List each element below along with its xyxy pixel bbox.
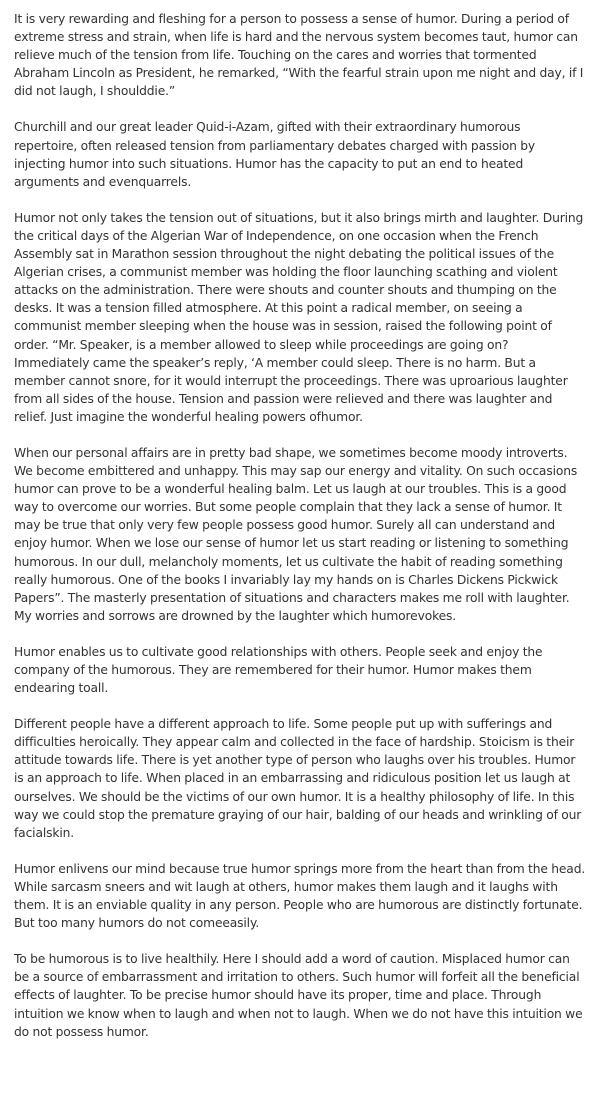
paragraph-algerian-assembly: Humor not only takes the tension out of situations, but it also brings mirth and laughter. During the critical days of the Algerian War of Independence, on one occasion when the French Assembly sat in Marathon session throughout the night debating the political issues of the Algerian crises, a communist member was holding the floor launching scathing and violent attacks on the administration. There were shouts and counter shouts and thumping on the desks. It was a tension filled atmosphere. At this point a radical member, on seeing a communist member sleeping when the house was in session, raised the following point of order. “Mr. Speaker, is a member allowed to sleep while proceedings are going on? Immediately came the speaker’s reply, ‘A member could sleep. There is no harm. But a member cannot snore, for it would interrupt the proceedings. There was uproarious laughter from all sides of the house. Tension and passion were relieved and there was laughter and relief. Just imagine the wonderful healing powers ofhumor. <box>14 210 584 424</box>
paragraph-personal-affairs: When our personal affairs are in pretty bad shape, we sometimes become moody introverts. We become embittered and unhappy. This may sap our energy and vitality. On such occasions humor can prove to be a wonderful healing balm. Let us laugh at our troubles. This is a good way to overcome our worries. But some people complain that they lack a sense of humor. It may be true that only very few people possess good humor. Surely all can understand and enjoy humor. When we lose our sense of humor let us start reading or listening to something humorous. In our dull, melancholy moments, let us cultivate the habit of reading something really humorous. One of the books I invariably lay my hands on is Charles Dickens Pickwick Papers”. The masterly presentation of situations and characters makes me roll with laughter. My worries and sorrows are drowned by the laughter which humorevokes. <box>14 445 578 623</box>
paragraph-approach-to-life: Different people have a different approach to life. Some people put up with sufferings and difficulties heroically. They appear calm and collected in the face of hardship. Stoicism is their attitude towards life. There is yet another type of person who laughs over his troubles. Humor is an approach to life. When placed in an embarrassing and ridiculous position let us laugh at ourselves. We should be the victims of our own humor. It is a healthy philosophy of life. In this way we could stop the premature graying of our hair, balding of our heads and wrinkling of our facialskin. <box>14 717 582 840</box>
paragraph-relationships: Humor enables us to cultivate good relationships with others. People seek and enjoy the company of the humorous. They are remembered for their humor. Humor makes them endearing toall. <box>14 644 543 696</box>
paragraph-caution: To be humorous is to live healthily. Here I should add a word of caution. Misplaced humor can be a source of embarrassment and irritation to others. Such humor will forfeit all the beneficial effects of laughter. To be precise humor should have its proper, time and place. Through intuition we know when to laugh and when not to laugh. When we do not have this intuition we do not possess humor. <box>14 952 583 1039</box>
paragraph-heart-and-head: Humor enlivens our mind because true humor springs more from the heart than from the head. While sarcasm sneers and wit laugh at others, humor makes them laugh and it laughs with them. It is an enviable quality in any person. People who are humorous are distinctly fortunate. But too many humors do not comeeasily. <box>14 861 586 931</box>
paragraph-parliamentary-debates: Churchill and our great leader Quid-i-Azam, gifted with their extraordinary humorous repertoire, often released tension from parliamentary debates charged with passion by injecting humor into such situations. Humor has the capacity to put an end to heated arguments and evenquarrels. <box>14 120 536 189</box>
paragraph-lincoln-quote: It is very rewarding and fleshing for a person to possess a sense of humor. During a period of extreme stress and strain, when life is hard and the nervous system becomes taut, humor can relieve much of the tension from life. Touching on the cares and worries that tormented Abraham Lincoln as President, he remarked, “With the fearful strain upon me night and day, if I did not laugh, I shoulddie.” <box>14 12 584 99</box>
